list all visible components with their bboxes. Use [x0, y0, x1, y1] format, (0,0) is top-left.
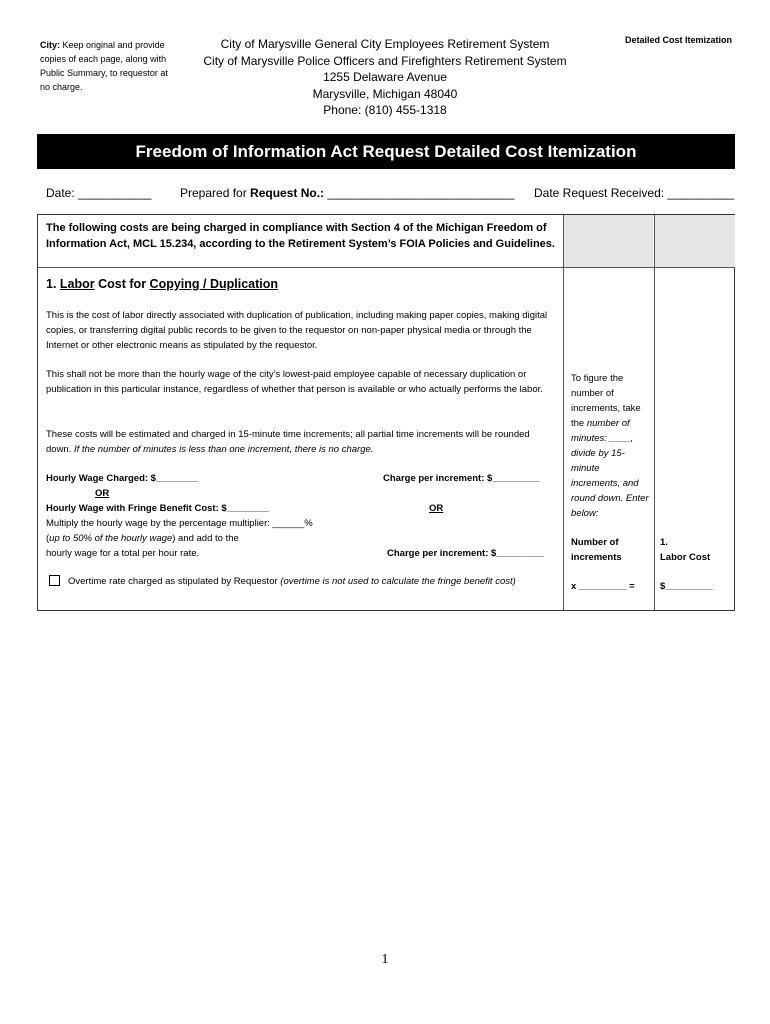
or-label: OR: [95, 488, 110, 499]
column-divider: [654, 215, 655, 610]
charge-per-increment-fringe-field[interactable]: Charge per increment: $_________: [387, 548, 544, 559]
increment-text-note: If the number of minutes is less than one increment, there is no charge.: [74, 444, 374, 455]
compliance-statement: The following costs are being charged in compliance with Section 4 of the Michigan Freedom of Information Act, MCL 15.234, according to the Retirement System’s FOIA Policies and Guidelines.: [46, 222, 555, 250]
overtime-note: (overtime is not used to calculate the fringe benefit cost): [280, 576, 516, 587]
wage-limit-text: This shall not be more than the hourly wage of the city’s lowest-paid employee capable of necessary duplication or publication in this particular instance, regardless of whether that person is available or who actually performs the labor.: [46, 369, 543, 395]
total-rate-note: hourly wage for a total per hour rate.: [46, 548, 200, 559]
prepared-for-label: Prepared for: [180, 186, 251, 200]
date-received-field[interactable]: Date Request Received: __________: [534, 186, 735, 200]
shaded-cell: [655, 215, 735, 267]
section-number: 1.: [46, 277, 57, 291]
section-copying: Copying / Duplication: [149, 277, 279, 291]
overtime-checkbox[interactable]: [49, 575, 60, 586]
instructions-divide: ____, divide by 15-minute increments, and round down. Enter below:: [571, 433, 649, 519]
labor-cost-number: 1.: [660, 537, 668, 548]
date-field[interactable]: Date: ___________: [46, 186, 152, 200]
multiplier-note-add: ) and add to the: [172, 533, 239, 544]
increments-field[interactable]: x _________ =: [571, 581, 635, 592]
multiplier-note: (up to 50% of the hourly wage) and add to the: [46, 533, 239, 544]
or-label: OR: [429, 503, 444, 514]
hourly-wage-field[interactable]: Hourly Wage Charged: $________: [46, 473, 199, 484]
instructions-intro: To figure the number of increments, take the: [571, 373, 641, 429]
cost-itemization-table: [37, 214, 735, 611]
city-note: [40, 38, 180, 94]
city-note-label: City:: [40, 40, 60, 50]
multiplier-note-limit: up to 50% of the hourly wage: [49, 533, 173, 544]
charge-per-increment-field[interactable]: Charge per increment: $_________: [383, 473, 540, 484]
section-title: [46, 277, 278, 291]
increment-text-main: These costs will be estimated and charged in 15-minute time increments; all partial time increments will be rounded down.: [46, 429, 530, 455]
labor-cost-field[interactable]: $_________: [660, 581, 713, 592]
header-address: 1255 Delaware Avenue: [323, 70, 447, 84]
corner-label: Detailed Cost Itemization: [624, 35, 732, 45]
overtime-text: Overtime rate charged as stipulated by Requestor: [68, 576, 278, 587]
shaded-cell: [564, 215, 653, 267]
increment-text: [46, 427, 556, 457]
labor-definition: This is the cost of labor directly associated with duplication of publication, including making paper copies, making digital copies, or transferring digital public records to be given to the requestor on non-paper physical media or through the Internet or other electronic means as stipulated by the requestor.: [46, 310, 548, 351]
request-no-blank: ____________________________: [324, 186, 515, 200]
multiplier-field[interactable]: Multiply the hourly wage by the percentage multiplier: ______%: [46, 518, 313, 529]
page-title: Freedom of Information Act Request Detailed Cost Itemization: [37, 134, 735, 169]
column-divider: [563, 215, 564, 610]
header-phone: Phone: (810) 455-1318: [323, 103, 447, 117]
header-city: Marysville, Michigan 48040: [312, 86, 458, 101]
section-labor: Labor: [59, 277, 95, 291]
page-number: 1: [381, 952, 389, 967]
request-no-label: Request No.:: [250, 186, 325, 200]
city-note-text: Keep original and provide copies of each page, along with Public Summary, to requestor at no charge.: [40, 40, 168, 92]
number-of-increments-label: Number of increments: [571, 537, 622, 563]
increment-instructions: [571, 371, 651, 521]
section-cost-for: Cost for: [98, 277, 147, 291]
request-number-field[interactable]: [180, 186, 514, 200]
header-line-2: City of Marysville Police Officers and Firefighters Retirement System: [203, 53, 567, 68]
overtime-label: [68, 574, 563, 589]
instructions-minutes: number of minutes:: [571, 418, 630, 444]
row-divider: [38, 267, 735, 268]
document-header: [190, 36, 580, 119]
fringe-wage-field[interactable]: Hourly Wage with Fringe Benefit Cost: $________: [46, 503, 269, 514]
labor-cost-label: Labor Cost: [660, 552, 711, 563]
header-line-1: City of Marysville General City Employees Retirement System: [220, 37, 550, 51]
